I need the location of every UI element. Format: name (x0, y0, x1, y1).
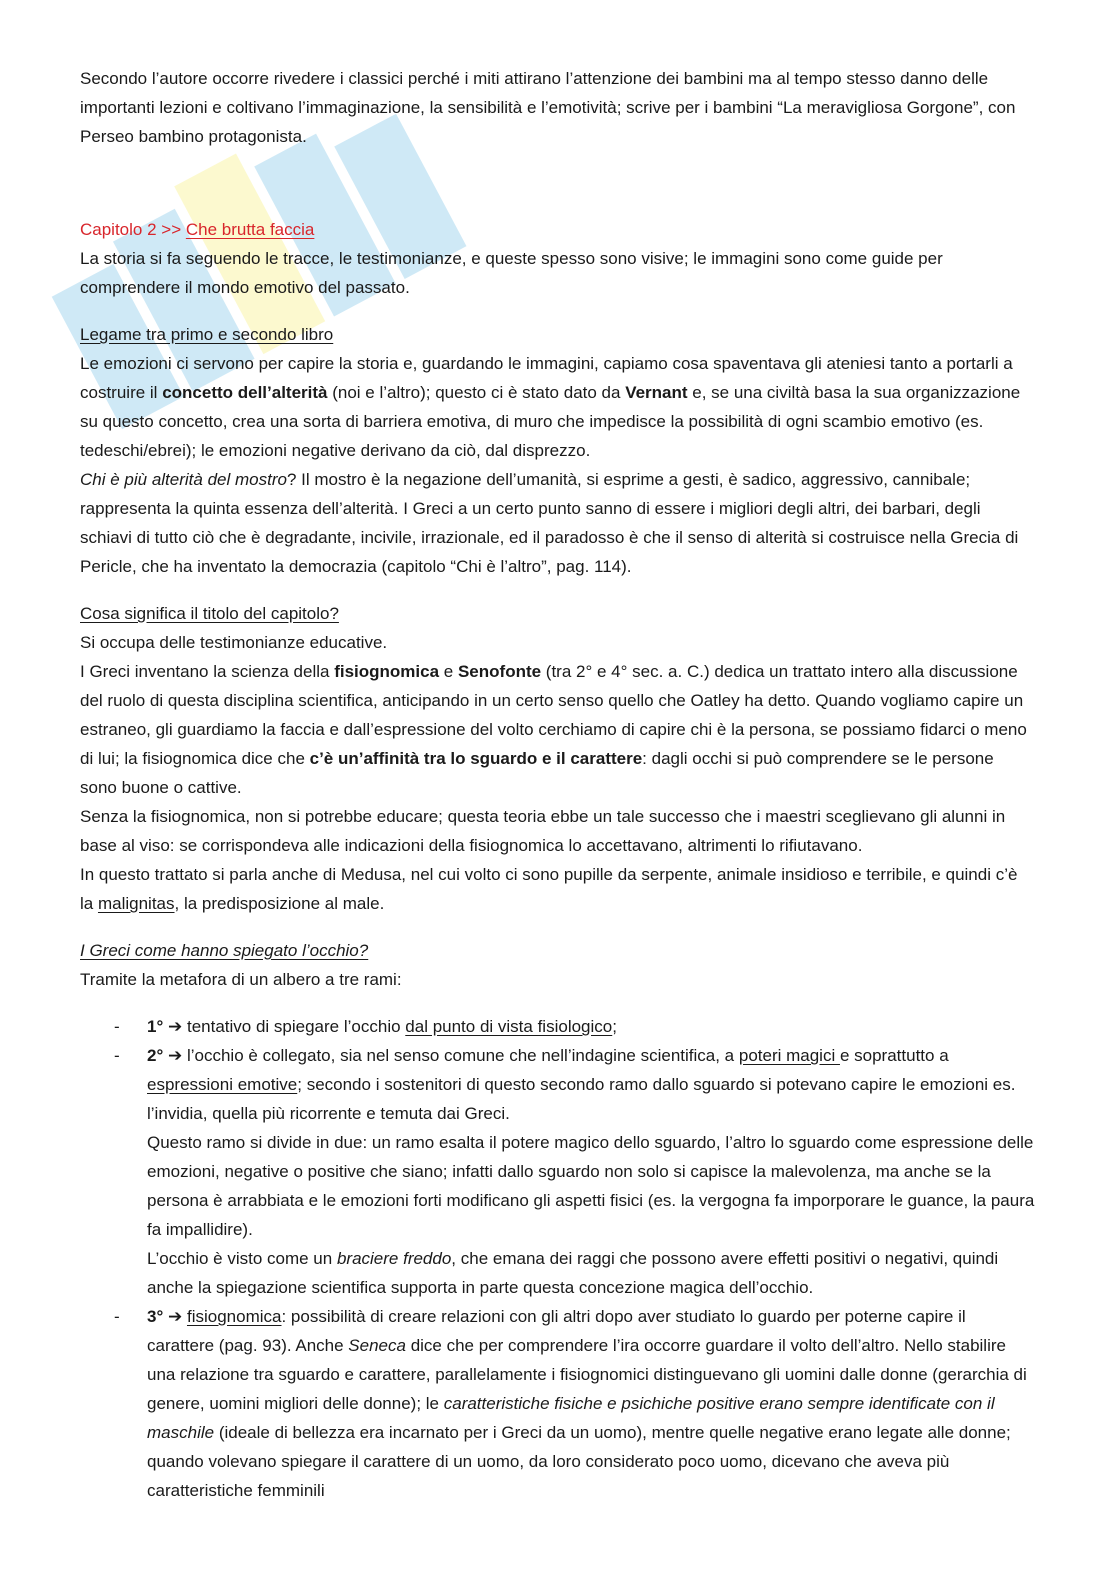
titolo-paragraph-3: Senza la fisiognomica, non si potrebbe educare; questa teoria ebbe un tale successo che i maestri sceglievano gli alunni in base al viso: se corrispondeva alle indicazioni della fisiognomica lo accettavano, altrimenti lo rifiutavano. (80, 807, 1006, 855)
dash-bullet: - (114, 1307, 120, 1326)
section-heading-occhio: I Greci come hanno spiegato l’occhio? (80, 941, 369, 960)
arrow-icon: ➔ (168, 1046, 183, 1065)
document-page (80, 64, 1035, 1505)
chapter-intro-paragraph: La storia si fa seguendo le tracce, le testimonianze, e queste spesso sono visive; le immagini sono come guide per comprendere il mondo emotivo del passato. (80, 249, 943, 297)
titolo-paragraph-4: In questo trattato si parla anche di Medusa, nel cui volto ci sono pupille da serpente, animale insidioso e terribile, e quindi c’è la malignitas, la predisposizione al male. (80, 865, 1018, 913)
chapter-title: Che brutta faccia (185, 220, 315, 239)
intro-paragraph: Secondo l’autore occorre rivedere i classici perché i miti attirano l’attenzione dei bambini ma al tempo stesso danno delle importanti lezioni e coltivano l’immaginazione, la sensibilità e l’emotività; scrive per i bambini “La meravigliosa Gorgone”, con Perseo bambino protagonista. (80, 69, 1016, 146)
occhio-intro: Tramite la metafora di un albero a tre rami: (80, 970, 402, 989)
monster-paragraph: Chi è più alterità del mostro? Il mostro è la negazione dell’umanità, si esprime a gesti, è sadico, aggressivo, cannibale; rappresenta la quinta essenza dell’alterità. I Greci a un certo punto sanno di essere i migliori degli altri, dei barbari, degli schiavi di tutto ciò che è degradante, incivile, irrazionale, ed il paradosso è che il senso di alterità si costruisce nella Grecia di Pericle, che ha inventato la democrazia (capitolo “Chi è l’altro”, pag. 114). (80, 470, 1019, 576)
chapter-heading (80, 215, 1035, 244)
arrow-icon: ➔ (168, 1307, 183, 1326)
list-item: - 1° ➔ tentativo di spiegare l’occhio dal punto di vista fisiologico; (80, 1012, 1035, 1041)
dash-bullet: - (114, 1017, 120, 1036)
section-heading-legame: Legame tra primo e secondo libro (80, 325, 334, 344)
list-item: - 2° ➔ l’occhio è collegato, sia nel senso comune che nell’indagine scientifica, a poteri magici e soprattutto a espressioni emotive; secondo i sostenitori di questo secondo ramo dallo sguardo si potevano capire le emozioni es. l’invidia, quella più ricorrente e temuta dai Greci. Questo ramo si divide in due: un ramo esalta il potere magico dello sguardo, l’altro lo sguardo come espressione delle emozioni, negative o positive che siano; infatti dallo sguardo non solo si capisce la malevolenza, ma anche se la persona è arrabbiata e le emozioni forti modificano gli aspetti fisici (es. la vergogna fa imporporare le guance, la paura fa impallidire). L’occhio è visto come un braciere freddo, che emana dei raggi che possono avere effetti positivi o negativi, quindi anche la spiegazione scientifica supporta in parte questa concezione magica dell’occhio. (80, 1041, 1035, 1302)
section-heading-titolo: Cosa significa il titolo del capitolo? (80, 604, 339, 623)
dash-bullet: - (114, 1046, 120, 1065)
branch-2-paragraph-3: L’occhio è visto come un braciere freddo, che emana dei raggi che possono avere effetti positivi o negativi, quindi anche la spiegazione scientifica supporta in parte questa concezione magica dell’occhio. (147, 1249, 999, 1297)
titolo-paragraph-2: I Greci inventano la scienza della fisiognomica e Senofonte (tra 2° e 4° sec. a. C.) dedica un trattato intero alla discussione del ruolo di questa disciplina scientifica, anticipando in un certo senso quello che Oatley ha detto. Quando vogliamo capire un estraneo, gli guardiamo la faccia e dall’espressione del volto cerchiamo di capire chi è la persona, se possiamo fidarci o meno di lui; la fisiognomica dice che c’è un’affinità tra lo sguardo e il carattere: dagli occhi si può comprendere se le persone sono buone o cattive. (80, 662, 1027, 797)
legame-paragraph: Le emozioni ci servono per capire la storia e, guardando le immagini, capiamo cosa spaventava gli ateniesi tanto a portarli a costruire il concetto dell’alterità (noi e l’altro); questo ci è stato dato da Vernant e, se una civiltà basa la sua organizzazione su questo concetto, crea una sorta di barriera emotiva, di muro che impedisce la possibilità di ogni scambio emotivo (es. tedeschi/ebrei); le emozioni negative derivano da ciò, dal disprezzo. (80, 354, 1021, 460)
arrow-icon: ➔ (168, 1017, 183, 1036)
list-item: - 3° ➔ fisiognomica: possibilità di creare relazioni con gli altri dopo aver studiato lo guardo per poterne capire il carattere (pag. 93). Anche Seneca dice che per comprendere l’ira occorre guardare il volto dell’altro. Nello stabilire una relazione tra sguardo e carattere, parallelamente i fisiognomici distinguevano gli uomini dalle donne (gerarchia di genere, uomini migliori delle donne); le caratteristiche fisiche e psichiche positive erano sempre identificate con il maschile (ideale di bellezza era incarnato per i Greci da un uomo), mentre quelle negative erano legate alle donne; quando volevano spiegare il carattere di un uomo, da loro considerato poco uomo, dicevano che aveva più caratteristiche femminili (80, 1302, 1035, 1505)
branches-list (80, 1012, 1035, 1505)
titolo-paragraph-1: Si occupa delle testimonianze educative. (80, 633, 388, 652)
chapter-label: Capitolo 2 >> (80, 220, 186, 239)
branch-2-paragraph-2: Questo ramo si divide in due: un ramo esalta il potere magico dello sguardo, l’altro lo sguardo come espressione delle emozioni, negative o positive che siano; infatti dallo sguardo non solo si capisce la malevolenza, ma anche se la persona è arrabbiata e le emozioni forti modificano gli aspetti fisici (es. la vergogna fa imporporare le guance, la paura fa impallidire). (147, 1133, 1035, 1239)
